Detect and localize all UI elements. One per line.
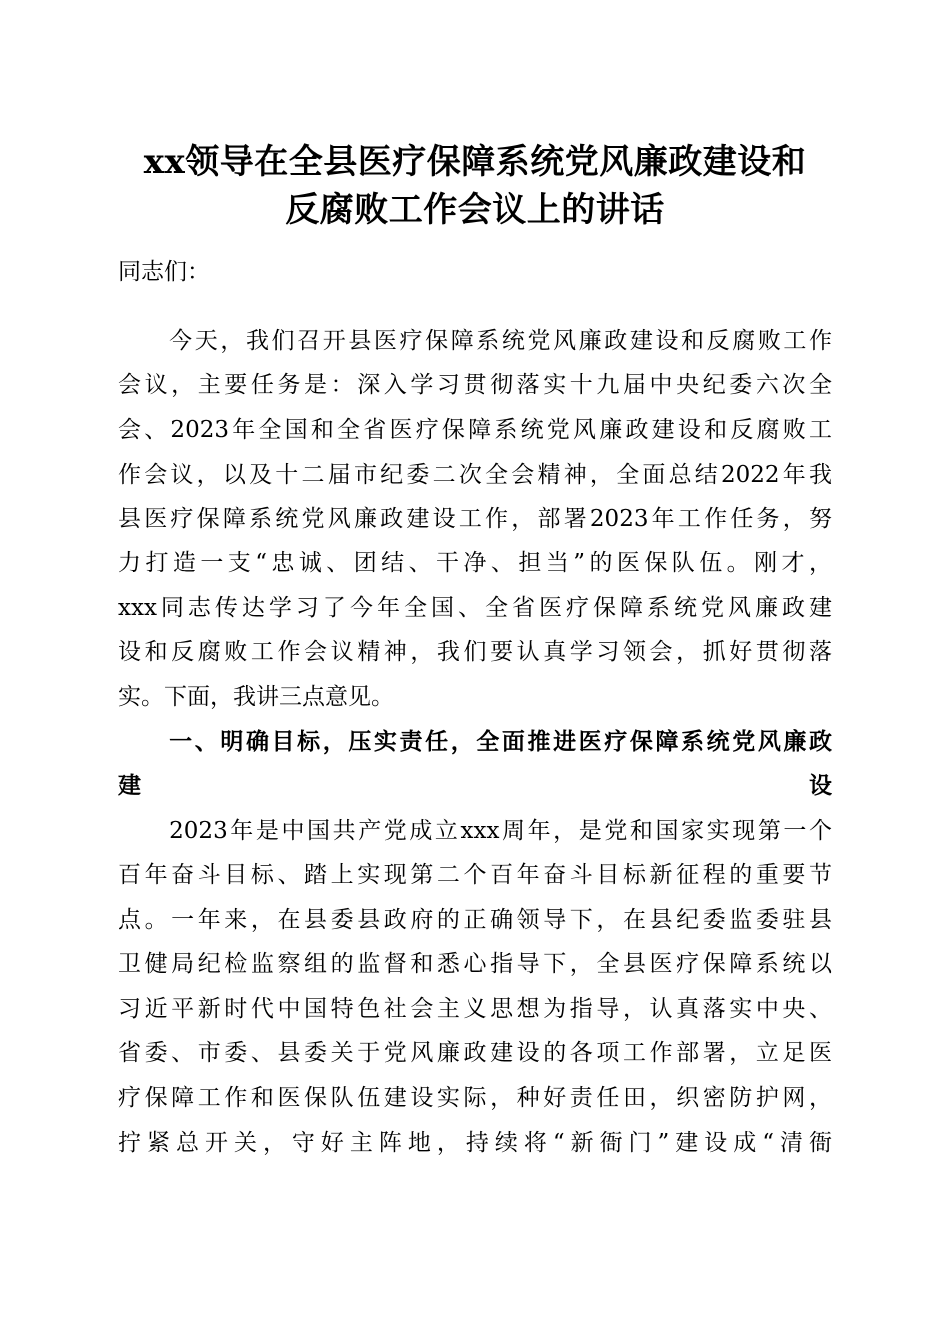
section-heading-line: 一、明确目标，压实责任，全面推进医疗保障系统党风廉政 bbox=[118, 729, 832, 755]
paragraph-2-line: 卫健局纪检监察组的监督和悉心指导下，全县医疗保障系统以 bbox=[118, 951, 832, 977]
section-heading-line: 建设 bbox=[118, 773, 832, 799]
paragraph-1-line: 作会议，以及十二届市纪委二次全会精神，全面总结2022年我 bbox=[118, 462, 832, 488]
paragraph-2-line: 百年奋斗目标、踏上实现第二个百年奋斗目标新征程的重要节 bbox=[118, 862, 832, 888]
paragraph-2-line: 省委、市委、县委关于党风廉政建设的各项工作部署，立足医 bbox=[118, 1040, 832, 1066]
paragraph-1-line: xxx同志传达学习了今年全国、全省医疗保障系统党风廉政建 bbox=[118, 595, 832, 621]
paragraph-1-line: 设和反腐败工作会议精神，我们要认真学习领会，抓好贯彻落 bbox=[118, 639, 832, 665]
document-title-line-2: 反腐败工作会议上的讲话 bbox=[285, 190, 665, 230]
paragraph-2-line: 习近平新时代中国特色社会主义思想为指导，认真落实中央、 bbox=[118, 996, 832, 1022]
paragraph-2-line: 拧紧总开关，守好主阵地，持续将“新衙门”建设成“清衙 bbox=[118, 1130, 832, 1156]
greeting: 同志们： bbox=[118, 259, 210, 285]
paragraph-1-line: 会、2023年全国和全省医疗保障系统党风廉政建设和反腐败工 bbox=[118, 417, 832, 443]
document-title-line-1: xx领导在全县医疗保障系统党风廉政建设和 bbox=[143, 142, 807, 182]
paragraph-1-line: 今天，我们召开县医疗保障系统党风廉政建设和反腐败工作 bbox=[118, 328, 832, 354]
paragraph-2-line: 点。一年来，在县委县政府的正确领导下，在县纪委监委驻县 bbox=[118, 907, 832, 933]
paragraph-1-line: 县医疗保障系统党风廉政建设工作，部署2023年工作任务，努 bbox=[118, 506, 832, 532]
paragraph-1-line: 力打造一支“忠诚、团结、干净、担当”的医保队伍。刚才， bbox=[118, 550, 832, 576]
paragraph-2-line: 疗保障工作和医保队伍建设实际，种好责任田，织密防护网， bbox=[118, 1085, 832, 1111]
paragraph-1-line: 实。下面，我讲三点意见。 bbox=[118, 684, 394, 710]
paragraph-1-line: 会议，主要任务是：深入学习贯彻落实十九届中央纪委六次全 bbox=[118, 372, 832, 398]
paragraph-2-line: 2023年是中国共产党成立xxx周年，是党和国家实现第一个 bbox=[118, 818, 832, 844]
